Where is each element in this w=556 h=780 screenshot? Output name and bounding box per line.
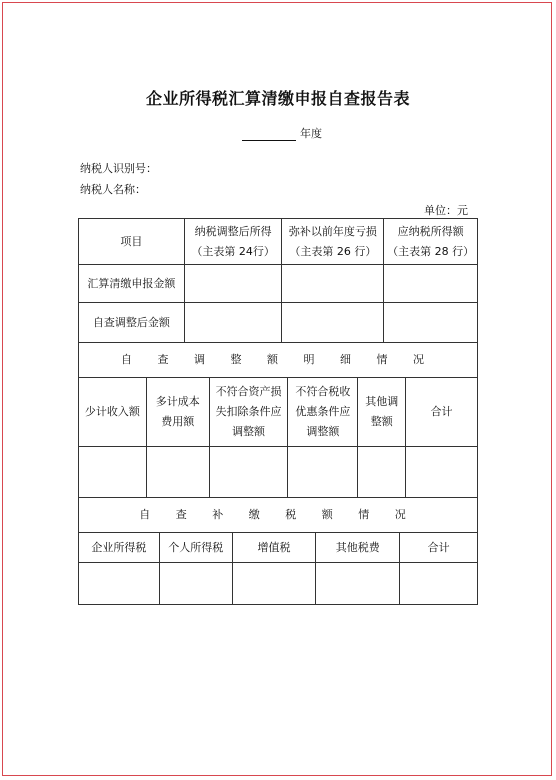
section-adjustment-details: 自 查 调 整 额 明 细 情 况 — [78, 342, 478, 377]
header-asset-loss-adjustment: 不符合资产损 失扣除条件应 调整额 — [209, 378, 288, 447]
taxpayer-name-label: 纳税人名称： — [80, 183, 146, 196]
adjustment-details-table — [78, 377, 478, 498]
header-adjusted-income: 纳税调整后所得 （主表第 24行） — [184, 219, 282, 265]
taxpayer-id-label: 纳税人识别号： — [80, 162, 157, 175]
row-adjusted-amount-label: 自查调整后金额 — [79, 303, 185, 343]
cell-input[interactable] — [358, 447, 406, 498]
header-corporate-income-tax: 企业所得税 — [79, 533, 160, 563]
cell-input[interactable] — [316, 563, 400, 605]
cell-input[interactable] — [282, 303, 384, 343]
cell-input[interactable] — [184, 303, 282, 343]
year-suffix: 年度 — [300, 127, 322, 140]
unit-label: 单位：元 — [424, 204, 468, 217]
cell-input[interactable] — [159, 563, 232, 605]
cell-input[interactable] — [209, 447, 288, 498]
cell-input[interactable] — [400, 563, 478, 605]
header-taxable-income: 应纳税所得额 （主表第 28 行） — [384, 219, 478, 265]
header-other-taxes: 其他税费 — [316, 533, 400, 563]
cell-input[interactable] — [146, 447, 209, 498]
cell-input[interactable] — [232, 563, 316, 605]
document-title: 企业所得税汇算清缴申报自查报告表 — [145, 89, 410, 108]
section-supplementary-tax: 自 查 补 缴 税 额 情 况 — [78, 497, 478, 532]
cell-input[interactable] — [79, 563, 160, 605]
row-declared-amount-label: 汇算清缴申报金额 — [79, 265, 185, 303]
cell-input[interactable] — [79, 447, 147, 498]
header-vat: 增值税 — [232, 533, 316, 563]
header-other-adjustment: 其他调 整额 — [358, 378, 406, 447]
supplementary-tax-table — [78, 532, 478, 605]
header-total: 合计 — [400, 533, 478, 563]
header-item: 项目 — [79, 219, 185, 265]
header-loss-offset: 弥补以前年度亏损 （主表第 26 行） — [282, 219, 384, 265]
header-understated-income: 少计收入额 — [79, 378, 147, 447]
cell-input[interactable] — [184, 265, 282, 303]
summary-table — [78, 218, 478, 343]
header-overstated-cost: 多计成本 费用额 — [146, 378, 209, 447]
year-line — [242, 125, 322, 141]
header-personal-income-tax: 个人所得税 — [159, 533, 232, 563]
header-tax-incentive-adjustment: 不符合税收 优惠条件应 调整额 — [288, 378, 358, 447]
cell-input[interactable] — [384, 303, 478, 343]
cell-input[interactable] — [288, 447, 358, 498]
year-blank-field[interactable] — [242, 128, 296, 141]
cell-input[interactable] — [282, 265, 384, 303]
cell-input[interactable] — [384, 265, 478, 303]
header-total: 合计 — [406, 378, 478, 447]
cell-input[interactable] — [406, 447, 478, 498]
